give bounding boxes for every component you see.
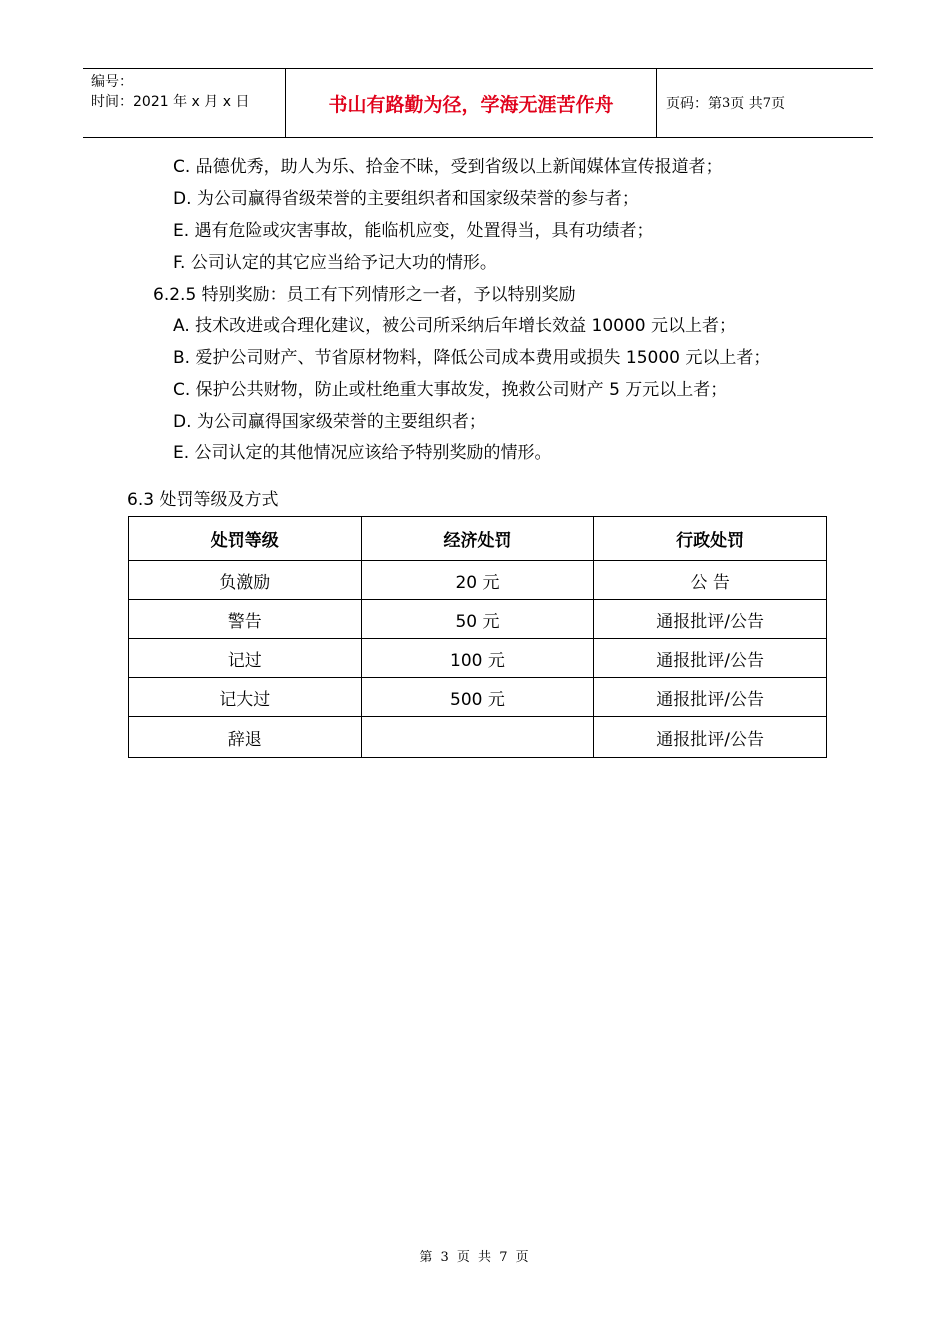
- page-footer: 第 3 页 共 7 页: [419, 1250, 531, 1265]
- table-cell: 100 元: [361, 639, 594, 678]
- table-row: [129, 600, 827, 639]
- list-item: A. 技术改进或合理化建议，被公司所采纳后年增长效益 10000 元以上者；: [173, 316, 737, 336]
- header-motto: 书山有路勤为径，学海无涯苦作舟: [285, 69, 657, 137]
- list-item: E. 遇有危险或灾害事故，能临机应变，处置得当，具有功绩者；: [173, 221, 654, 241]
- table-header-cell: 处罚等级: [129, 517, 362, 561]
- section-title: 6.3 处罚等级及方式: [127, 490, 279, 510]
- table-cell: 记过: [129, 639, 362, 678]
- table-header-cell: 行政处罚: [594, 517, 827, 561]
- header-page-number: [657, 69, 873, 137]
- subsection-heading: 6.2.5 特别奖励：员工有下列情形之一者，予以特别奖励: [153, 285, 576, 305]
- penalty-table: [128, 516, 827, 758]
- table-cell: 记大过: [129, 678, 362, 717]
- list-item: D. 为公司赢得省级荣誉的主要组织者和国家级荣誉的参与者；: [173, 189, 639, 209]
- header-page-middle: 页 共: [730, 96, 763, 112]
- header-page-total: 7: [762, 95, 772, 111]
- list-item: F. 公司认定的其它应当给予记大功的情形。: [173, 253, 497, 273]
- table-cell: 警告: [129, 600, 362, 639]
- list-item: E. 公司认定的其他情况应该给予特别奖励的情形。: [173, 443, 552, 463]
- table-cell: 通报批评/公告: [594, 639, 827, 678]
- header-number-label: 编号：: [91, 74, 133, 90]
- table-cell: [361, 717, 594, 758]
- table-cell: 通报批评/公告: [594, 717, 827, 758]
- table-row: [129, 717, 827, 758]
- header-time-label: 时间：2021 年 x 月 x 日: [91, 94, 250, 110]
- header-meta: [83, 69, 285, 137]
- table-row: [129, 639, 827, 678]
- table-header-row: [129, 517, 827, 561]
- table-cell: 公 告: [594, 561, 827, 600]
- table-cell: 辞退: [129, 717, 362, 758]
- header-page-current: 3: [722, 95, 731, 111]
- table-row: [129, 678, 827, 717]
- table-cell: 负激励: [129, 561, 362, 600]
- list-item: C. 保护公共财物，防止或杜绝重大事故发，挽救公司财产 5 万元以上者；: [173, 380, 728, 400]
- header-page-suffix: 页: [771, 96, 786, 112]
- table-cell: 500 元: [361, 678, 594, 717]
- header-page-prefix: 页码：第: [666, 96, 722, 112]
- table-cell: 50 元: [361, 600, 594, 639]
- list-item: D. 为公司赢得国家级荣誉的主要组织者；: [173, 412, 486, 432]
- table-cell: 通报批评/公告: [594, 600, 827, 639]
- list-item: B. 爱护公司财产、节省原材物料，降低公司成本费用或损失 15000 元以上者；: [173, 348, 771, 368]
- table-cell: 通报批评/公告: [594, 678, 827, 717]
- table-row: [129, 561, 827, 600]
- table-cell: 20 元: [361, 561, 594, 600]
- list-item: C. 品德优秀，助人为乐、拾金不昧，受到省级以上新闻媒体宣传报道者；: [173, 157, 723, 177]
- page-header: [83, 68, 873, 138]
- table-header-cell: 经济处罚: [361, 517, 594, 561]
